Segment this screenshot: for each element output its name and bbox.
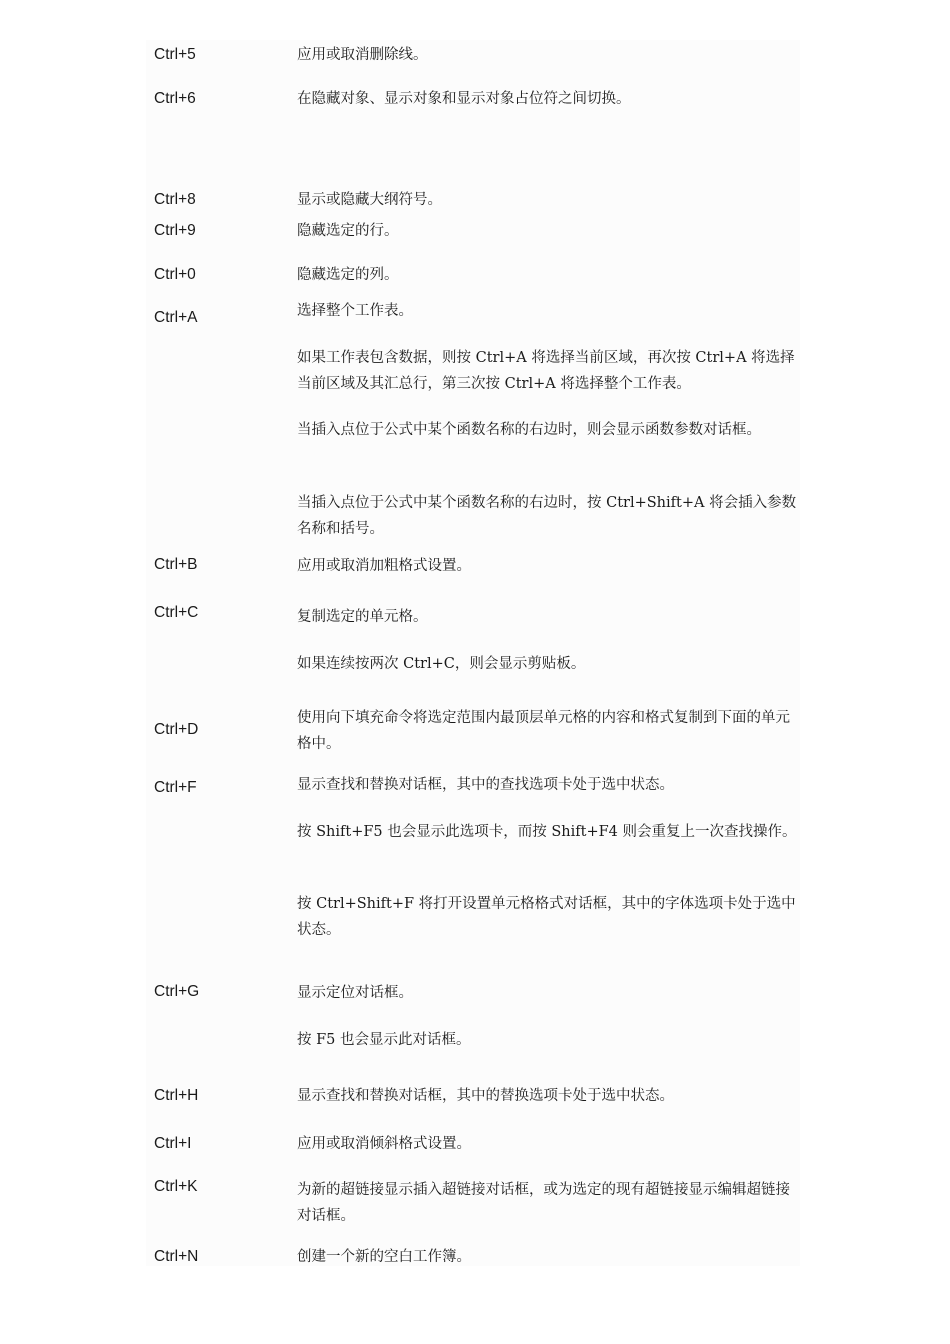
shortcut-key: Ctrl+F (154, 779, 197, 796)
shortcut-key: Ctrl+I (154, 1135, 192, 1152)
shortcut-key: Ctrl+H (154, 1087, 199, 1104)
shortcut-description: 为新的超链接显示插入超链接对话框，或为选定的现有超链接显示编辑超链接对话框。 (297, 1182, 790, 1224)
shortcut-description-note: 如果工作表包含数据，则按 Ctrl+A 将选择当前区域，再次按 Ctrl+A 将选择当前区域及其汇总行，第三次按 Ctrl+A 将选择整个工作表。 (297, 350, 795, 392)
shortcut-description: 应用或取消倾斜格式设置。 (297, 1136, 471, 1152)
shortcut-description-note: 按 Shift+F5 也会显示此选项卡，而按 Shift+F4 则会重复上一次查找操作。 (297, 824, 797, 840)
shortcut-key: Ctrl+D (154, 721, 199, 738)
shortcut-description: 隐藏选定的行。 (297, 223, 399, 239)
shortcut-key: Ctrl+0 (154, 266, 196, 283)
shortcut-key: Ctrl+B (154, 556, 198, 573)
shortcut-key: Ctrl+K (154, 1178, 198, 1195)
shortcut-key: Ctrl+G (154, 983, 200, 1000)
shortcut-description: 应用或取消加粗格式设置。 (297, 558, 471, 574)
shortcut-description: 显示定位对话框。 (297, 985, 413, 1001)
shortcut-description-note: 当插入点位于公式中某个函数名称的右边时，则会显示函数参数对话框。 (297, 422, 761, 438)
shortcut-description-note: 按 Ctrl+Shift+F 将打开设置单元格格式对话框，其中的字体选项卡处于选中状态。 (297, 896, 796, 938)
shortcut-key: Ctrl+5 (154, 46, 196, 63)
shortcut-description: 在隐藏对象、显示对象和显示对象占位符之间切换。 (297, 91, 631, 107)
shortcut-description: 隐藏选定的列。 (297, 267, 399, 283)
shortcut-key: Ctrl+6 (154, 90, 196, 107)
shortcut-description: 创建一个新的空白工作簿。 (297, 1249, 471, 1265)
shortcut-description: 选择整个工作表。 (297, 303, 413, 319)
shortcut-description: 显示查找和替换对话框，其中的替换选项卡处于选中状态。 (297, 1088, 674, 1104)
shortcut-description-note: 如果连续按两次 Ctrl+C，则会显示剪贴板。 (297, 656, 586, 672)
shortcut-description-note: 按 F5 也会显示此对话框。 (297, 1032, 471, 1048)
shortcut-description: 使用向下填充命令将选定范围内最顶层单元格的内容和格式复制到下面的单元格中。 (297, 710, 790, 752)
shortcut-key: Ctrl+9 (154, 222, 196, 239)
shortcut-key: Ctrl+N (154, 1248, 199, 1265)
shortcut-description: 复制选定的单元格。 (297, 609, 428, 625)
shortcut-key: Ctrl+C (154, 604, 199, 621)
shortcut-description: 应用或取消删除线。 (297, 47, 428, 63)
shortcut-key: Ctrl+A (154, 309, 198, 326)
shortcut-description: 显示或隐藏大纲符号。 (297, 192, 442, 208)
shortcut-key: Ctrl+8 (154, 191, 196, 208)
shortcut-description-note: 当插入点位于公式中某个函数名称的右边时，按 Ctrl+Shift+A 将会插入参数名称和括号。 (297, 495, 797, 537)
shortcut-description: 显示查找和替换对话框，其中的查找选项卡处于选中状态。 (297, 777, 674, 793)
